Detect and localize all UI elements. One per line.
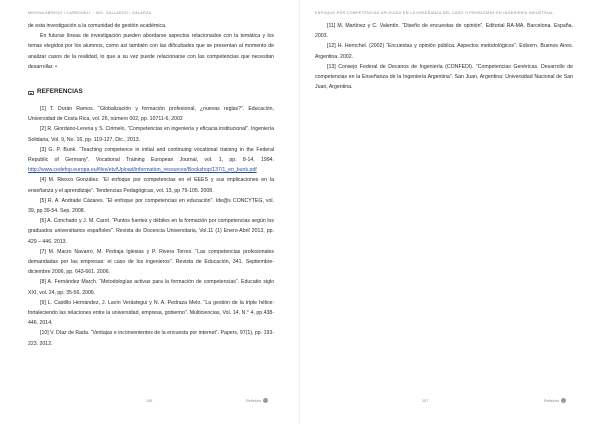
reference-3-text: [3] G. P. Bunk. “Teaching competence in initial and continuing vocational training in the Federal Republic of Germany”. Vocational Training European Journal, vol. 1, pp. 8-14, 1994. [28, 146, 274, 164]
left-footer-brand [246, 398, 268, 403]
reference-8: [8] A. Fernández March. “Metodologías activas para la formación de competencias”. Educatio siglo XXI, vol. 24, pp. 35-56. 2006. [28, 279, 274, 296]
right-page [300, 0, 600, 424]
reference-3-link[interactable]: http://www.cedefop.europa.eu/files/etv/Upload/information_resources/Bookshop/137/1_en_bunk.pdf [28, 167, 257, 174]
references-heading [28, 87, 274, 98]
left-page-body [28, 21, 274, 349]
right-page-body [315, 21, 573, 92]
reference-7: [7] M. Marzo Navarro, M. Pedraja Iglesias y P. Rivera Torres. “Las competencias profesionales demandadas por las empresas: el caso de los ingenieros”. Revista de Educación, 341. Septiembre-diciembre 2006, pp. 643-661. 2006. [28, 248, 274, 276]
right-footer-brand-label: Reflektor [544, 398, 560, 403]
journal-logo-icon [561, 398, 566, 403]
reference-3 [28, 145, 274, 176]
left-footer-brand-label: Reflektor [246, 398, 262, 403]
right-running-head: ENFOQUE POR COMPETENCIAS APLICADO EN LA ENSEÑANZA DEL CASO O PROBLEMAS EN INGENIERÍA INDUSTRIAL [315, 11, 554, 15]
reference-4: [4] M. Riesco González. “El enfoque por competencias en el EEES y sus implicaciones en la enseñanza y el aprendizaje”. Tendencias Pedagógicas, vol. 13, pp 79-105. 2008. [28, 177, 274, 194]
right-footer-brand [544, 398, 566, 403]
journal-logo-icon [263, 398, 268, 403]
references-heading-label: REFERENCIAS [37, 88, 83, 96]
intro-paragraph-2: En futuras líneas de investigación pueden abordarse aspectos relacionados con la temática y los temas elegidos por los alumnos, como así también con las dificultades que se presentan al momento de analizar casos de la realidad, lo que a su vez puede relacionarse con las competencias que necesitan desarrollar. • [28, 33, 274, 70]
reference-13: [13] Consejo Federal de Decanos de Ingeniería (CONFEDI). “Competencias Genéricas. Desarrollo de competencias en la Enseñanza de la Ingeniería Argentina”. San Juan, Argentina: Universidad Nacional de San Juan, Argentina. [315, 63, 573, 91]
reference-5: [5] R. A. Andrade Cázares. “El enfoque por competencias en educación”. Ide@s CONCYTEG, vol. 39, pp 39-54. Sep. 2008. [28, 197, 274, 215]
left-page-number: 106 [146, 399, 153, 403]
section-marker-icon [28, 91, 34, 95]
reference-6: [6] A. Conchado y J. M. Carot. “Puntos fuertes y débiles en la formación por competencias según los graduados universitarios españoles”. Revista de Docencia Universitaria, Vol.11 (1) Enero-Abril 2013, pp. 429 – 446. 2013. [28, 218, 274, 245]
reference-12: [12] H. Hernchel. (2002) “Encuestas y opinión pública. Aspectos metodológicos”. Edivern. Buenos Aires. Argentina. 2002. [315, 43, 573, 60]
reference-9: [9] L. Castillo Hernández, J. Lavín Verástegui y N. A. Pedraza Melo. “La gestión de la triple hélice: fortaleciendo las relaciones entre la universidad, empresa, gobierno”. Multiciencias, Vol. 14, N.° 4, pp.438-446. 2014. [28, 299, 274, 327]
reference-11: [11] M. Martínez y C. Valentín. “Diseño de encuestas de opinión”. Editorial RA-MA. Barcelona. España. 2003. [315, 23, 573, 40]
reference-2: [2] R. Giordano-Lerena y S. Cirimelo, “Competencias en ingeniería y eficacia institucional”. Ingeniería Solidaria, Vol. 9, No. 16, pp. 119-127, Dic., 2013. [28, 126, 274, 143]
left-running-head: MEDINA ABREGO / CARBONELL · ING. GALLARDO / GALARZA [28, 11, 152, 15]
intro-paragraph-1: de esta investigación a la comunidad de gestión académica. [28, 23, 167, 29]
reference-1: [1] T. Durán Ramos. “Globalización y formación profesional, ¿nuevas reglas?”. Educación, Universidad de Costa Rica, vol. 26, número 002, pp. 10711-6, 2002 [28, 106, 274, 123]
reference-10: [10] V. Díaz de Rada. “Ventajas e inconvenientes de la encuesta por internet”. Papers, 97(1), pp. 193-223. 2012. [28, 330, 274, 347]
right-page-number: 107 [422, 399, 429, 403]
